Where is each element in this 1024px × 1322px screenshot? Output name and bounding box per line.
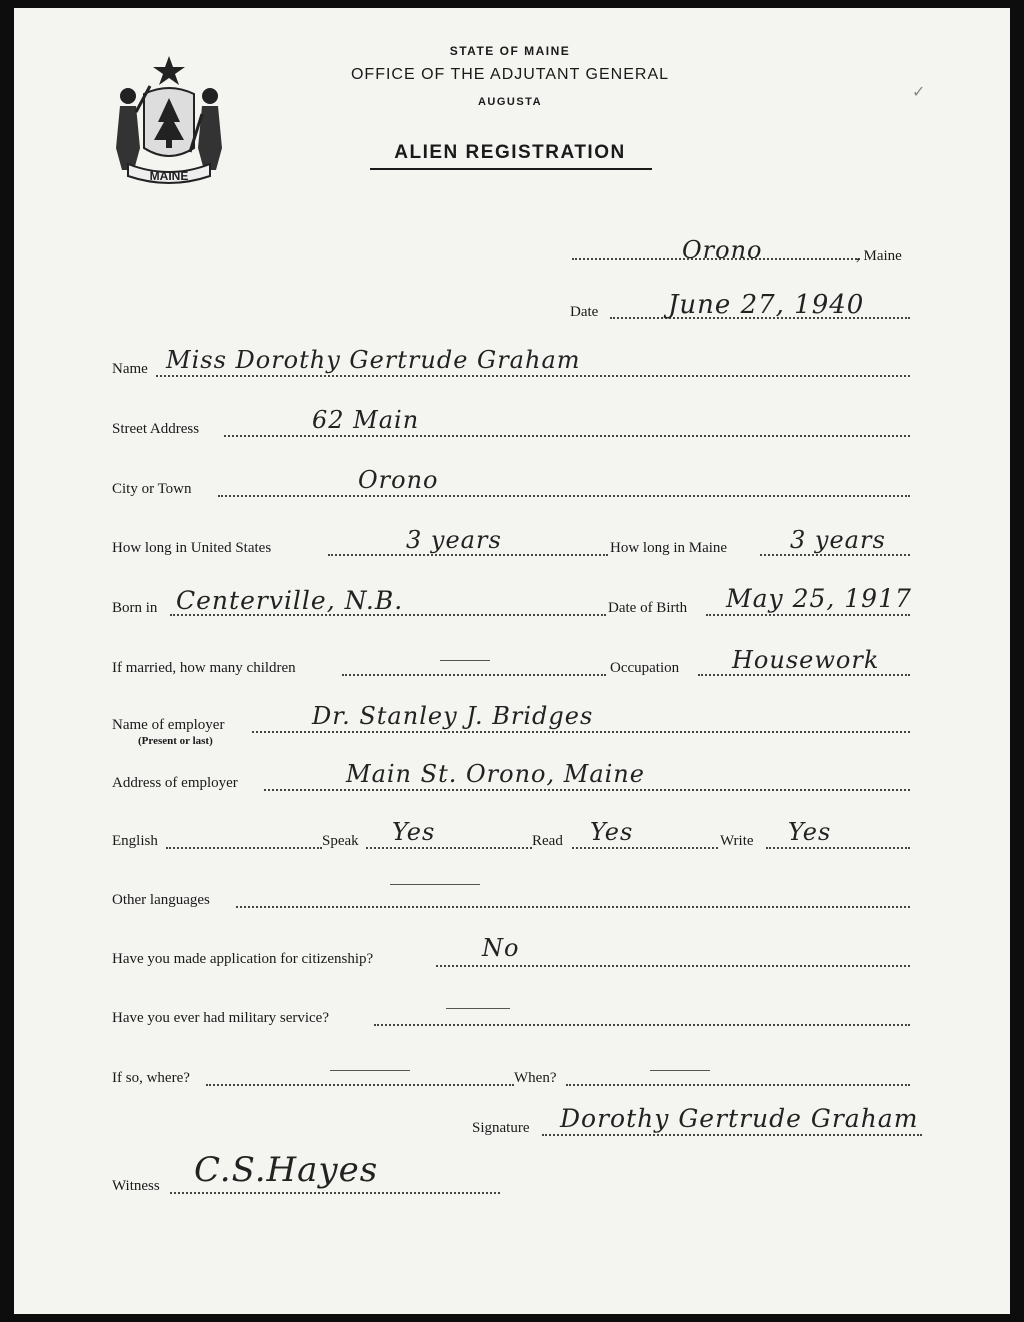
dob-label: Date of Birth [608, 600, 688, 616]
when-label: When? [514, 1070, 557, 1086]
citizenship-value[interactable]: No [482, 934, 520, 962]
street-line [224, 435, 910, 437]
employer-address-value[interactable]: Main St. Orono, Maine [346, 760, 645, 788]
name-line [156, 375, 910, 377]
employer-sublabel: (Present or last) [138, 735, 213, 747]
street-label: Street Address [112, 421, 200, 437]
city-line [218, 495, 910, 497]
occupation-label: Occupation [610, 660, 680, 676]
header-office: OFFICE OF THE ADJUTANT GENERAL [350, 66, 670, 83]
us-duration-line [328, 554, 608, 556]
us-duration-value[interactable]: 3 years [406, 526, 502, 554]
employer-address-line [264, 789, 910, 791]
where-blank-dash[interactable] [330, 1070, 410, 1071]
header-city: AUGUSTA [477, 96, 543, 108]
signature-label: Signature [472, 1120, 530, 1136]
maine-duration-value[interactable]: 3 years [790, 526, 886, 554]
children-label: If married, how many children [112, 660, 296, 676]
place-suffix: , Maine [856, 248, 902, 264]
city-label: City or Town [112, 481, 192, 497]
check-mark-icon: ✓ [912, 84, 926, 101]
speak-value[interactable]: Yes [392, 818, 436, 846]
scan-border-top [0, 0, 1024, 8]
write-label: Write [720, 833, 754, 849]
name-value[interactable]: Miss Dorothy Gertrude Graham [166, 346, 581, 374]
place-value[interactable]: Orono [682, 236, 763, 264]
scan-border-left [0, 0, 14, 1322]
date-value[interactable]: June 27, 1940 [668, 290, 865, 320]
seal-banner-text: MAINE [149, 169, 189, 183]
witness-line [170, 1192, 500, 1194]
when-blank-dash[interactable] [650, 1070, 710, 1071]
read-line [572, 847, 718, 849]
english-line [166, 847, 322, 849]
date-label: Date [570, 304, 599, 320]
city-value[interactable]: Orono [358, 466, 439, 494]
citizenship-label: Have you made application for citizenship? [112, 951, 374, 967]
occupation-line [698, 674, 910, 676]
other-languages-label: Other languages [112, 892, 210, 908]
other-languages-blank-dash[interactable] [390, 884, 480, 885]
signature-line [542, 1134, 922, 1136]
us-duration-label: How long in United States [112, 540, 272, 556]
form-title: ALIEN REGISTRATION [394, 142, 626, 163]
maine-duration-label: How long in Maine [610, 540, 728, 556]
employer-line [252, 731, 910, 733]
military-blank-dash[interactable] [446, 1008, 510, 1009]
scan-border-right [1010, 0, 1024, 1322]
children-blank-dash[interactable] [440, 660, 490, 661]
other-languages-line [236, 906, 910, 908]
when-line [566, 1084, 910, 1086]
write-value[interactable]: Yes [788, 818, 832, 846]
witness-signature[interactable]: C.S.Hayes [194, 1150, 379, 1190]
military-label: Have you ever had military service? [112, 1010, 329, 1026]
employer-address-label: Address of employer [112, 775, 238, 791]
employer-value[interactable]: Dr. Stanley J. Bridges [312, 702, 594, 730]
where-label: If so, where? [112, 1070, 190, 1086]
children-line [342, 674, 606, 676]
dob-line [706, 614, 910, 616]
header-state: STATE OF MAINE [449, 44, 571, 58]
signature-value[interactable]: Dorothy Gertrude Graham [560, 1104, 919, 1133]
maine-state-seal-icon [110, 52, 228, 190]
occupation-value[interactable]: Housework [732, 646, 880, 674]
born-value[interactable]: Centerville, N.B. [176, 586, 404, 615]
speak-label: Speak [322, 833, 359, 849]
born-label: Born in [112, 600, 158, 616]
title-underline [370, 168, 652, 170]
employer-label: Name of employer [112, 717, 225, 733]
dob-value[interactable]: May 25, 1917 [726, 584, 912, 613]
citizenship-line [436, 965, 910, 967]
speak-line [366, 847, 532, 849]
read-value[interactable]: Yes [590, 818, 634, 846]
maine-duration-line [760, 554, 910, 556]
read-label: Read [532, 833, 563, 849]
write-line [766, 847, 910, 849]
english-label: English [112, 833, 158, 849]
military-line [374, 1024, 910, 1026]
street-value[interactable]: 62 Main [312, 406, 420, 434]
where-line [206, 1084, 514, 1086]
name-label: Name [112, 361, 148, 377]
witness-label: Witness [112, 1178, 160, 1194]
scan-border-bottom [0, 1314, 1024, 1322]
